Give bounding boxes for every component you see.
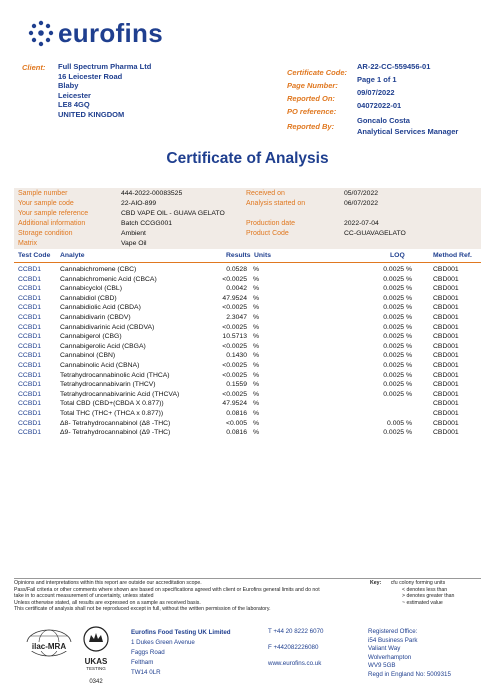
cell-unit: % [253,294,260,302]
cell-unit: % [253,429,260,437]
sample-row [18,239,478,249]
cell-loq: 0.0025 % [383,285,412,293]
cell-result: <0.005 [226,419,247,427]
cell-method: CBD001 [433,275,459,283]
client-line: Full Spectrum Pharma Ltd [58,62,152,71]
cell-method: CBD001 [433,371,459,379]
reported-on: 09/07/2022 [357,88,395,97]
results-table-body [0,265,495,440]
cell-method: CBD001 [433,342,459,350]
client-line: UNITED KINGDOM [58,109,125,119]
cell-analyte: Cannabicyclol (CBL) [60,285,122,293]
header-method: Method Ref. [433,252,472,259]
certificate-code: AR-22-CC-559456-01 [357,62,431,71]
cell-method: CBD001 [433,381,459,389]
header-analyte: Analyte [60,252,85,259]
sample-label: Your sample code [18,200,74,207]
sample-label: Additional information [18,220,86,227]
cell-code: CCBD1 [18,323,42,331]
cell-unit: % [253,342,260,350]
cell-analyte: Tetrahydrocannabivarinic Acid (THCVA) [60,390,180,398]
sample-value: 22-AIO-899 [121,200,157,207]
sample-row [18,199,478,209]
cell-analyte: Cannabidivarinic Acid (CBDVA) [60,323,155,331]
cell-method: CBD001 [433,419,459,427]
header-results: Results [226,252,251,259]
crown-icon [81,626,111,652]
company-name: Eurofins Food Testing UK Limited [131,629,231,636]
cell-result: <0.0025 [222,362,247,369]
cell-unit: % [253,285,260,293]
reported-on-label: Reported On: [287,94,335,103]
cell-result: 47.9524 [222,294,247,302]
client-line: 16 Leicester Road [58,71,123,81]
cell-analyte: Total CBD (CBD+(CBDA X 0.877)) [60,400,164,408]
cell-loq: 0.0025 % [383,275,412,283]
registered-line: i54 Business Park [368,636,418,644]
registered-label: Registered Office: [368,628,418,635]
client-address [58,62,151,120]
registered-office [368,628,488,680]
cell-result: <0.0025 [222,371,247,379]
sample-row [18,209,478,219]
po-reference-label: PO reference: [287,107,337,116]
cell-loq: 0.0025 % [383,429,412,437]
cell-analyte: Cannabigerolic Acid (CBGA) [60,342,146,350]
sample-value: Batch CCGG001 [121,220,172,227]
certificate-code-label: Certificate Code: [287,68,348,77]
company-address-line: 1 Dukes Green Avenue [131,639,195,646]
cell-analyte: Total THC (THC+ (THCA x 0.877)) [60,410,164,417]
cell-method: CBD001 [433,266,459,273]
cell-result: 10.5713 [222,333,247,341]
client-line: Leicester [58,90,91,100]
sample-value: 2022-07-04 [344,220,379,227]
cell-loq: 0.0025 % [383,266,412,273]
header-test-code: Test Code [18,252,51,259]
cell-unit: % [253,275,260,283]
footer-note: Unless otherwise stated, all results are expressed on a sample as received basis. [14,599,201,606]
cell-loq: 0.0025 % [383,323,412,331]
cell-unit: % [253,381,260,389]
cell-analyte: Cannabigerol (CBG) [60,333,122,341]
cell-method: CBD001 [433,294,459,302]
sample-row [18,189,478,199]
cell-result: 2.3047 [226,314,247,321]
cell-method: CBD001 [433,429,459,437]
cell-unit: % [253,323,260,331]
sample-label: Matrix [18,240,38,247]
cell-result: <0.0025 [222,323,247,331]
company-address-line: Faggs Road [131,649,165,656]
cell-analyte: Cannabichromene (CBC) [60,266,137,273]
sample-label: Storage condition [18,230,73,237]
cell-code: CCBD1 [18,342,42,350]
cell-code: CCBD1 [18,400,42,408]
cell-unit: % [253,371,260,379]
header-divider [14,262,481,263]
cell-result: <0.0025 [222,304,247,312]
client-line: Blaby [58,81,79,91]
company-address-line: TW14 0LR [131,669,161,676]
sample-info [18,189,478,249]
company-address-line: Feltham [131,659,154,666]
cell-loq: 0.0025 % [383,371,412,379]
cell-analyte: Cannabidiolic Acid (CBDA) [60,304,141,312]
cell-loq: 0.0025 % [383,352,412,360]
brand-name: eurofins [58,18,163,48]
sample-row [18,219,478,229]
company-website-link[interactable]: www.eurofins.co.uk [268,660,322,667]
ukas-label: UKAS [84,657,108,666]
company-fax: F +442082226080 [268,644,319,651]
cell-loq: 0.005 % [387,419,412,427]
page-number-label: Page Number: [287,81,338,90]
footer-note: Opinions and interpretations within this report are outside our accreditation scope. [14,580,202,586]
sample-label: Analysis started on [246,200,306,207]
sample-label: Your sample reference [18,210,89,217]
cell-code: CCBD1 [18,352,42,360]
cell-unit: % [253,390,260,398]
key-line: cfu colony forming units [390,580,446,586]
cell-result: 0.0816 [226,410,247,417]
cell-analyte: Tetrahydrocannabivarin (THCV) [60,381,156,389]
sample-value: 06/07/2022 [344,200,379,207]
reported-by-title: Analytical Services Manager [357,127,459,136]
cell-result: 0.1430 [226,352,247,360]
cell-analyte: Cannabichromenic Acid (CBCA) [60,275,157,283]
cell-loq: 0.0025 % [383,381,412,389]
company-details [131,628,271,678]
sample-label: Received on [246,190,285,197]
footer-key [370,580,485,606]
key-line: ~ estimated value [402,599,443,606]
sample-value: Vape Oil [121,240,147,247]
ukas-badge [78,626,114,696]
sample-value: Ambient [121,230,146,237]
cell-analyte: Tetrahydrocannabinolic Acid (THCA) [60,371,170,379]
cell-loq: 0.0025 % [383,342,412,350]
sample-label: Sample number [18,190,68,197]
cell-result: 0.0528 [226,266,247,273]
eurofins-dots-icon [28,20,54,48]
sample-value: 05/07/2022 [344,190,379,197]
cell-code: CCBD1 [18,429,42,437]
footer-divider [14,578,481,579]
cell-analyte: Δ8- Tetrahydrocannabinol (Δ8 -THC) [60,419,171,427]
cell-code: CCBD1 [18,390,42,398]
cell-analyte: Cannabidivarin (CBDV) [60,314,131,321]
cell-result: 0.0816 [226,429,247,437]
cell-code: CCBD1 [18,333,42,341]
cell-method: CBD001 [433,285,459,293]
sample-label: Product Code [246,230,289,237]
header-units: Units [254,252,271,259]
ilac-label: ilac-MRA [26,642,72,651]
registered-line: Wolverhampton [368,653,412,661]
registered-line: Valiant Way [368,645,401,653]
cell-code: CCBD1 [18,266,42,273]
cell-result: <0.0025 [222,275,247,283]
cell-analyte: Cannabinol (CBN) [60,352,116,360]
cell-analyte: Δ9- Tetrahydrocannabinol (Δ9 -THC) [60,429,171,437]
cell-result: <0.0025 [222,342,247,350]
cell-method: CBD001 [433,323,459,331]
company-contact [268,628,363,667]
sample-value: CC-GUAVAGELATO [344,230,406,237]
cell-unit: % [253,333,260,341]
cell-unit: % [253,352,260,360]
ukas-number: 0342 [89,679,103,685]
cell-unit: % [253,400,260,408]
cell-loq: 0.0025 % [383,314,412,321]
footer-note: take in to account measurement of uncertainty, unless stated [14,593,154,600]
cell-loq: 0.0025 % [383,294,412,302]
sample-row [18,229,478,239]
cell-unit: % [253,304,260,312]
cell-unit: % [253,266,260,273]
cell-method: CBD001 [433,304,459,312]
cell-code: CCBD1 [18,419,42,427]
cell-code: CCBD1 [18,304,42,312]
cell-code: CCBD1 [18,294,42,302]
client-label: Client: [22,63,46,72]
cell-method: CBD001 [433,362,459,369]
cell-loq: 0.0025 % [383,304,412,312]
registered-line: Regd in England No: 5009315 [368,670,451,678]
cell-unit: % [253,410,260,417]
client-line: LE8 4GQ [58,100,90,110]
cell-result: 0.1559 [226,381,247,389]
cell-unit: % [253,314,260,321]
cell-method: CBD001 [433,400,459,408]
header-loq: LOQ [390,252,405,259]
footer-note: Pass/Fail criteria or other comments where shown are based on specifications agreed with client or Eurofins general limits and do not [14,586,320,593]
certificate-info [287,62,487,138]
reported-by-name: Goncalo Costa [357,116,410,125]
ukas-sub: TESTING [86,666,106,671]
cell-code: CCBD1 [18,314,42,321]
po-reference: 04072022-01 [357,101,402,110]
sample-value: CBD VAPE OIL - GUAVA GELATO [121,210,225,217]
cell-method: CBD001 [433,410,459,417]
key-line: > denotes greater than [402,593,455,600]
cell-result: 47.9524 [222,400,247,408]
page-number: Page 1 of 1 [357,75,397,84]
cell-code: CCBD1 [18,410,42,417]
cell-result: <0.0025 [222,390,247,398]
cell-method: CBD001 [433,314,459,321]
reported-by-label: Reported By: [287,122,335,131]
cell-loq: 0.0025 % [383,390,412,398]
registered-line: WV9 5GB [368,662,396,670]
cell-code: CCBD1 [18,381,42,389]
cell-code: CCBD1 [18,275,42,283]
sample-label: Production date [246,220,296,227]
footer-notes [14,580,359,613]
page-title: Certificate of Analysis [166,150,329,167]
cell-code: CCBD1 [18,285,42,293]
key-line: < denotes less than [402,586,448,593]
cell-method: CBD001 [433,390,459,398]
cell-unit: % [253,362,260,369]
cell-analyte: Cannabinolic Acid (CBNA) [60,362,140,369]
footer-note: This certificate of analysis shall not be reproduced except in full, without the written permission of the laboratory. [14,606,271,613]
cell-loq: 0.0025 % [383,333,412,341]
cell-analyte: Cannabidiol (CBD) [60,294,117,302]
cell-method: CBD001 [433,333,459,341]
cell-loq: 0.0025 % [383,362,412,369]
cell-code: CCBD1 [18,371,42,379]
cell-result: 0.0042 [226,285,247,293]
cell-code: CCBD1 [18,362,42,369]
key-label: Key: [370,580,382,586]
company-tel: T +44 20 8222 6070 [268,628,324,635]
sample-value: 444-2022-00083525 [121,190,183,197]
eurofins-logo [28,18,163,49]
cell-method: CBD001 [433,352,459,360]
ilac-mra-badge [24,628,74,664]
cell-unit: % [253,419,260,427]
